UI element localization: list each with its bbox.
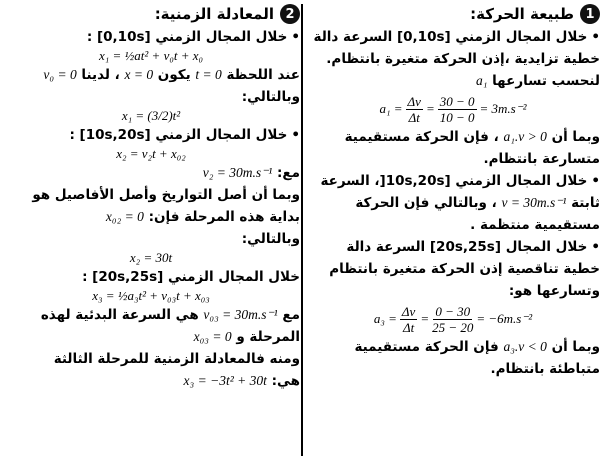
text-fragment: مع xyxy=(282,307,300,323)
text-fragment: هي: xyxy=(271,373,300,389)
section-number-badge: 2 xyxy=(280,4,300,24)
text-line xyxy=(2,326,300,348)
text-fragment: وبما أن xyxy=(551,129,600,145)
text-line xyxy=(306,70,600,92)
text-line: • خلال المجال [20s,25s] السرعة دالة xyxy=(306,236,600,258)
text-line: • خلال المجال الزمني [10s,20s] : xyxy=(2,124,300,146)
math-inline: x₀₃ = 0 xyxy=(193,329,232,344)
denominator: Δt xyxy=(402,319,415,335)
math-inline: t = 0 xyxy=(195,67,222,82)
math-inline: a₃.v < 0 xyxy=(503,339,547,354)
math-inline: a₁ xyxy=(475,73,488,88)
text-line: وبالتالي: xyxy=(241,231,300,247)
math-term: a₃ = xyxy=(373,311,397,326)
section-1-header xyxy=(306,2,600,26)
math-inline: x = 0 xyxy=(124,67,154,82)
text-fragment: فإن الحركة مستقيمية xyxy=(354,339,499,355)
text-fragment: بداية هذه المرحلة فإن: xyxy=(148,209,300,225)
text-line: • خلال المجال الزمني [0,10s] السرعة دالة xyxy=(306,26,600,48)
text-fragment: يكون xyxy=(157,67,191,83)
text-fragment: ، فإن الحركة مستقيمية xyxy=(344,129,499,145)
text-fragment: عند اللحظة xyxy=(226,67,300,83)
math-term: = 3m.s⁻² xyxy=(479,101,527,116)
text-line: خلال المجال الزمني [20s,25s] : xyxy=(82,269,300,285)
equation-a3 xyxy=(306,302,600,336)
text-line: متباطئة بانتظام. xyxy=(490,361,600,377)
math-term: = xyxy=(425,101,435,116)
text-fragment: وبما أن xyxy=(551,339,600,355)
math-inline: v₂ = 30m.s⁻¹ xyxy=(202,165,273,180)
section-2-header xyxy=(2,2,300,26)
equation: x₃ = ½a₃t² + v₀₃t + x₀₃ xyxy=(92,288,210,303)
math-term: = xyxy=(420,311,430,326)
text-line: • خلال المجال الزمني [10s,20s[، السرعة xyxy=(306,170,600,192)
fraction xyxy=(400,304,417,335)
numerator: Δv xyxy=(407,93,421,109)
math-inline: v₀₃ = 30m.s⁻¹ xyxy=(203,307,278,322)
text-line xyxy=(2,162,300,184)
equation: x₂ = v₂t + x₀₂ xyxy=(116,146,186,161)
math-inline: v₀ = 0 xyxy=(43,67,77,82)
text-line: • خلال المجال الزمني [0,10s] : xyxy=(2,26,300,48)
column-divider xyxy=(301,4,303,456)
text-line: وبما أن أصل التواريخ وأصل الأفاصيل هو xyxy=(32,187,300,203)
math-inline: x₃ = −3t² + 30t xyxy=(183,373,267,388)
section-title: طبيعة الحركة: xyxy=(470,5,574,23)
equation: x₂ = 30t xyxy=(129,250,173,265)
text-line xyxy=(306,336,600,358)
text-line: متسارعة بانتظام. xyxy=(483,151,600,167)
text-line xyxy=(306,192,600,214)
denominator: 25 − 20 xyxy=(432,319,474,335)
numerator: Δv xyxy=(401,303,416,319)
fraction xyxy=(406,94,423,125)
text-line xyxy=(2,64,300,86)
text-fragment: لنحسب تسارعها xyxy=(492,73,600,89)
text-fragment: ، لدينا xyxy=(81,67,120,83)
section-number-badge: 1 xyxy=(580,4,600,24)
numerator: 0 − 30 xyxy=(435,303,471,319)
section-time-equation xyxy=(2,0,300,459)
equation: x₁ = ½at² + v₀t + x₀ xyxy=(98,48,204,63)
text-fragment: ، وبالتالي فإن الحركة xyxy=(355,195,497,211)
text-line: وبالتالي: xyxy=(241,89,300,105)
denominator: Δt xyxy=(408,109,420,125)
text-fragment: هي السرعة البدئية لهذه xyxy=(40,307,199,323)
text-fragment: المرحلة و xyxy=(236,329,300,345)
section-title: المعادلة الزمنية: xyxy=(154,5,274,23)
text-fragment: ثابتة xyxy=(571,195,600,211)
text-line xyxy=(2,304,300,326)
text-line xyxy=(2,370,300,392)
math-term: = −6m.s⁻² xyxy=(476,311,533,326)
section-motion-nature xyxy=(306,0,600,459)
equation: x₁ = (3/2)t² xyxy=(121,108,181,123)
math-inline: x₀₂ = 0 xyxy=(105,209,144,224)
math-term: a₁ = xyxy=(379,101,403,116)
text-line: مستقيمية منتظمة . xyxy=(470,217,600,233)
denominator: 10 − 0 xyxy=(439,109,475,125)
text-fragment: مع: xyxy=(277,165,300,181)
text-line xyxy=(2,206,300,228)
numerator: 30 − 0 xyxy=(439,93,475,109)
fraction xyxy=(432,304,473,335)
text-line: وتسارعها هو: xyxy=(508,283,600,299)
text-line: خطية تناقصية إذن الحركة متغيرة بانتظام xyxy=(329,261,600,277)
text-line xyxy=(306,126,600,148)
text-line: خطية تزايدية ،إذن الحركة متغيرة بانتظام. xyxy=(326,51,600,67)
equation-a1 xyxy=(306,92,600,126)
text-line: ومنه فالمعادلة الزمنية للمرحلة الثالثة xyxy=(53,351,300,367)
math-inline: v = 30m.s⁻¹ xyxy=(501,195,567,210)
fraction xyxy=(438,94,477,125)
math-inline: a₁.v > 0 xyxy=(503,129,547,144)
